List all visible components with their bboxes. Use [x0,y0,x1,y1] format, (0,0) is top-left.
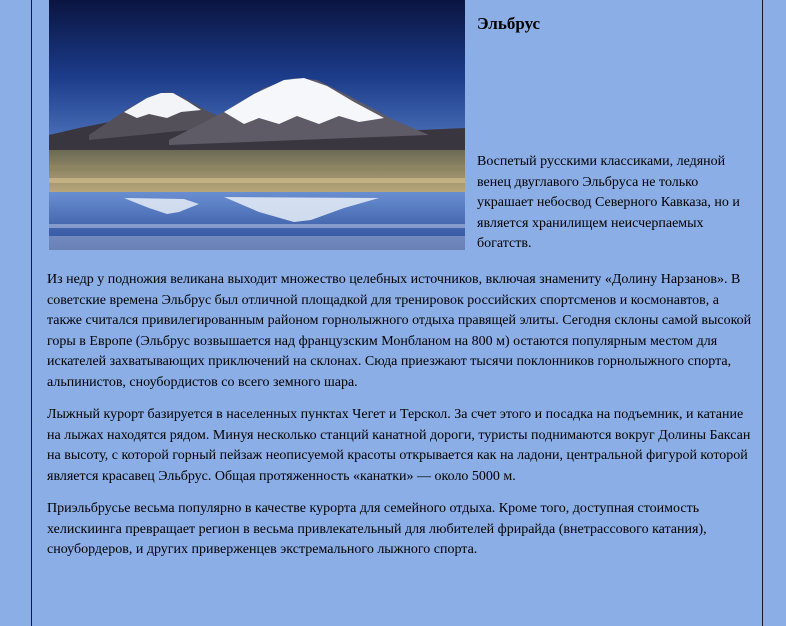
article-paragraph: Из недр у подножия великана выходит множество целебных источников, включая знамениту «Долину Нарзанов». В советские времена Эльбрус был отличной площадкой для тренировок российских спортсменов и космонавтов, а также считался привилегированным районом горнолыжного отдыха правящей элиты. Сегодня склоны самой высокой горы в Европе (Эльбрус возвышается над французским Монбланом на 800 м) остаются популярным местом для искателей захватывающих приключений на склонах. Сюда приезжают тысячи поклонников горнолыжного спорта, альпинистов, сноубордистов со всего земного шара. [47,272,752,390]
article-paragraph: Лыжный курорт базируется в населенных пунктах Чегет и Терскол. За счет этого и посадка на подъемник, и катание на лыжах находятся рядом. Минуя несколько станций канатной дороги, туристы поднимаются вокруг Долины Баксан на высоту, с которой горный пейзаж неописуемой красоты открывается как на ладони, центральной фигурой которой является красавец Эльбрус. Общая протяженность «канатки» — около 5000 м. [47,407,751,484]
article-title: Эльбрус [477,14,541,33]
article-paragraph: Приэльбрусье весьма популярно в качестве курорта для семейного отдыха. Кроме того, доступная стоимость хелискиинга превращает регион в весьма привлекательный для любителей фрирайда (внетрассового катания), сноубордеров, и других приверженцев экстремального лыжного спорта. [47,501,707,557]
article-intro: Воспетый русскими классиками, ледяной венец двуглавого Эльбруса не только украшает небосвод Северного Кавказа, но и является хранилищем неисчерпаемых богатств. [477,154,740,251]
article-body [47,270,757,573]
mountain-photo [49,0,465,250]
